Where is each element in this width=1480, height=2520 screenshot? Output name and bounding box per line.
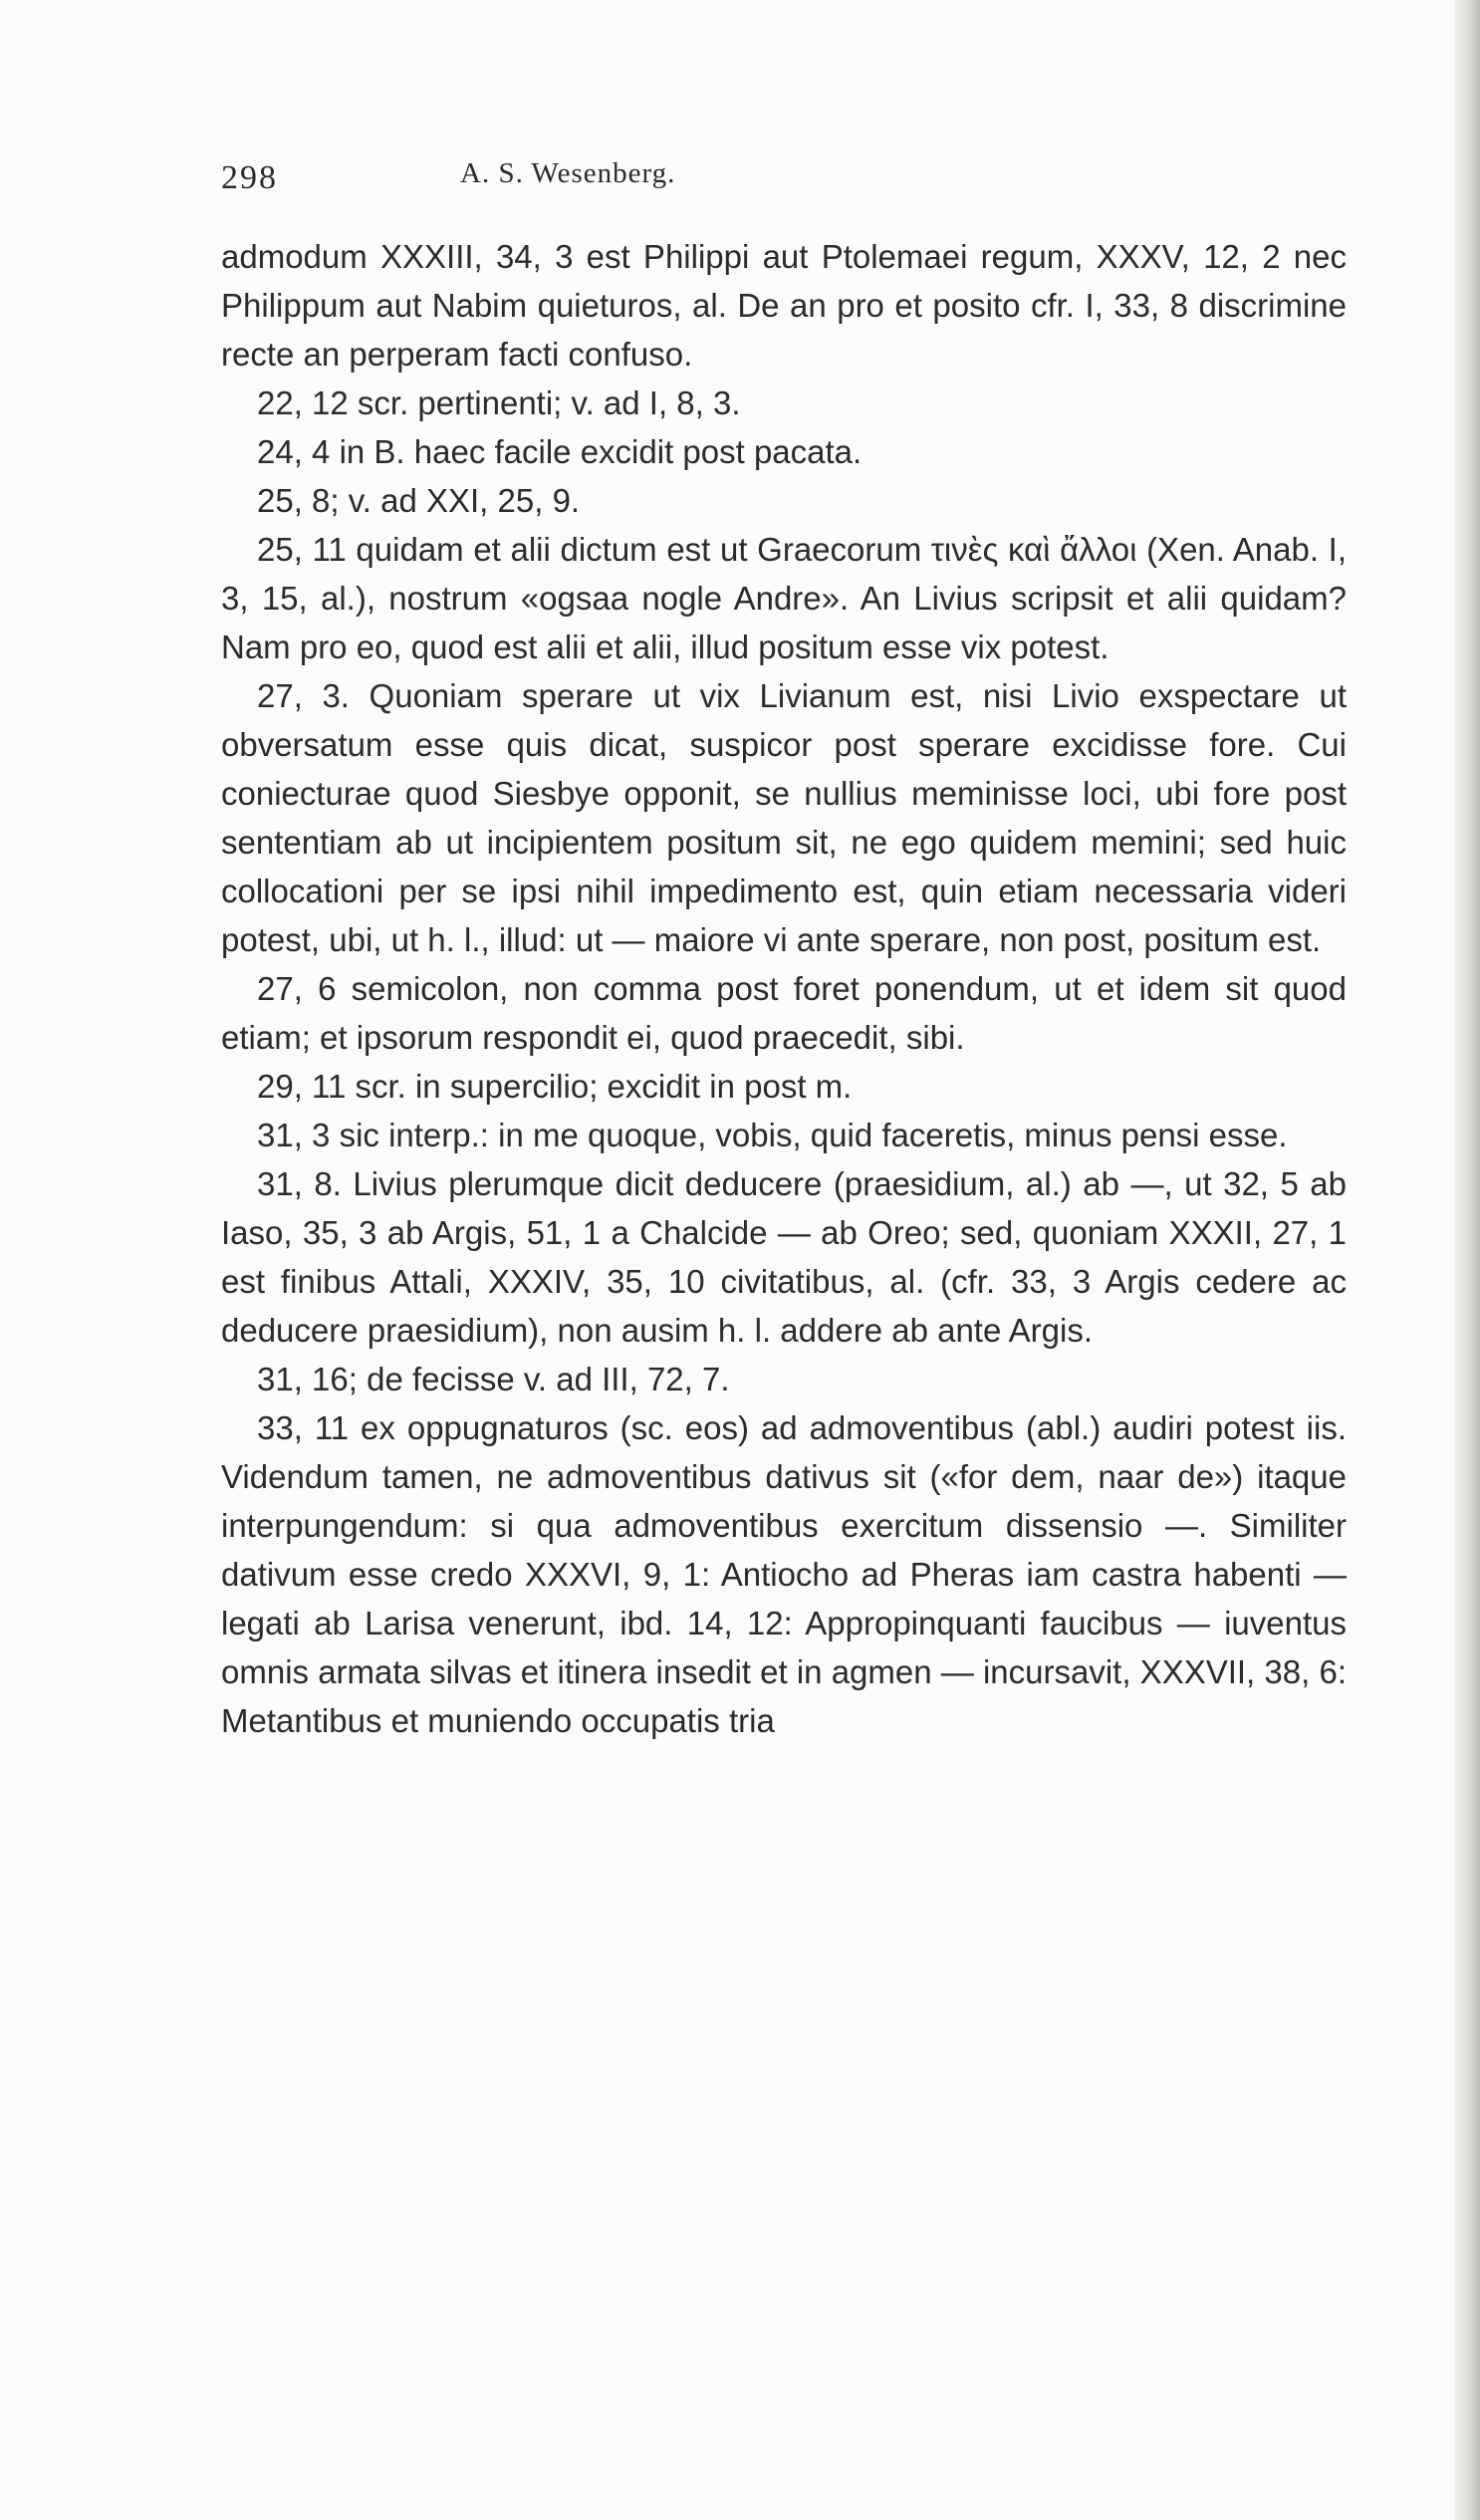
paragraph-continuation: admodum XXXIII, 34, 3 est Philippi aut Ptolemaei regum, XXXV, 12, 2 nec Philippum aut Nabim quieturos, al. De an pro et posito cfr. I, 33, 8 discrimine recte an perperam facti confuso.: [221, 238, 1347, 373]
note-24-4: 24, 4 in B. haec facile excidit post pacata.: [257, 433, 863, 470]
note-31-3: 31, 3 sic interp.: in me quoque, vobis, quid faceretis, minus pensi esse.: [257, 1117, 1288, 1153]
page-edge-shadow: [1454, 0, 1480, 2520]
note-25-11: 25, 11 quidam et alii dictum est ut Graecorum τινὲς καὶ ἄλλοι (Xen. Anab. I, 3, 15, al.), nostrum «ogsaa nogle Andre». An Livius scripsit et alii quidam? Nam pro eo, quod est alii et alii, illud positum esse vix potest.: [221, 531, 1347, 665]
note-27-3: 27, 3. Quoniam sperare ut vix Livianum est, nisi Livio exspectare ut obversatum esse quis dicat, suspicor post sperare excidisse fore. Cui coniecturae quod Siesbye opponit, se nullius meminisse loci, ubi fore post sententiam ab ut incipientem positum sit, ne ego quidem memini; sed huic collocationi per se ipsi nihil impedimento est, quin etiam necessaria videri potest, ubi, ut h. l., illud: ut — maiore vi ante sperare, non post, positum est.: [221, 677, 1347, 958]
note-31-16: 31, 16; de fecisse v. ad III, 72, 7.: [257, 1361, 730, 1397]
note-31-8: 31, 8. Livius plerumque dicit deducere (praesidium, al.) ab —, ut 32, 5 ab Iaso, 35, 3 ab Argis, 51, 1 a Chalcide — ab Oreo; sed, quoniam XXXII, 27, 1 est finibus Attali, XXXIV, 35, 10 civitatibus, al. (cfr. 33, 3 Argis cedere ac deducere praesidium), non ausim h. l. addere ab ante Argis.: [221, 1165, 1347, 1349]
page-header: [221, 149, 1337, 209]
note-22-12: 22, 12 scr. pertinenti; v. ad I, 8, 3.: [257, 384, 741, 421]
body-text: [221, 232, 1347, 1745]
note-27-6: 27, 6 semicolon, non comma post foret ponendum, ut et idem sit quod etiam; et ipsorum respondit ei, quod praecedit, sibi.: [221, 970, 1347, 1056]
note-25-8: 25, 8; v. ad XXI, 25, 9.: [257, 482, 581, 519]
running-head: A. S. Wesenberg.: [460, 157, 676, 189]
note-33-11: 33, 11 ex oppugnaturos (sc. eos) ad admoventibus (abl.) audiri potest iis. Videndum tamen, ne admoventibus dativus sit («for dem, naar de») itaque interpungendum: si qua admoventibus exercitum dissensio —. Similiter dativum esse credo XXXVI, 9, 1: Antiocho ad Pheras iam castra habenti — legati ab Larisa venerunt, ibd. 14, 12: Appropinquanti faucibus — iuventus omnis armata silvas et itinera insedit et in agmen — incursavit, XXXVII, 38, 6: Metantibus et muniendo occupatis tria: [221, 1409, 1347, 1739]
note-29-11: 29, 11 scr. in supercilio; excidit in post m.: [257, 1068, 853, 1105]
page-number: 298: [221, 159, 278, 196]
